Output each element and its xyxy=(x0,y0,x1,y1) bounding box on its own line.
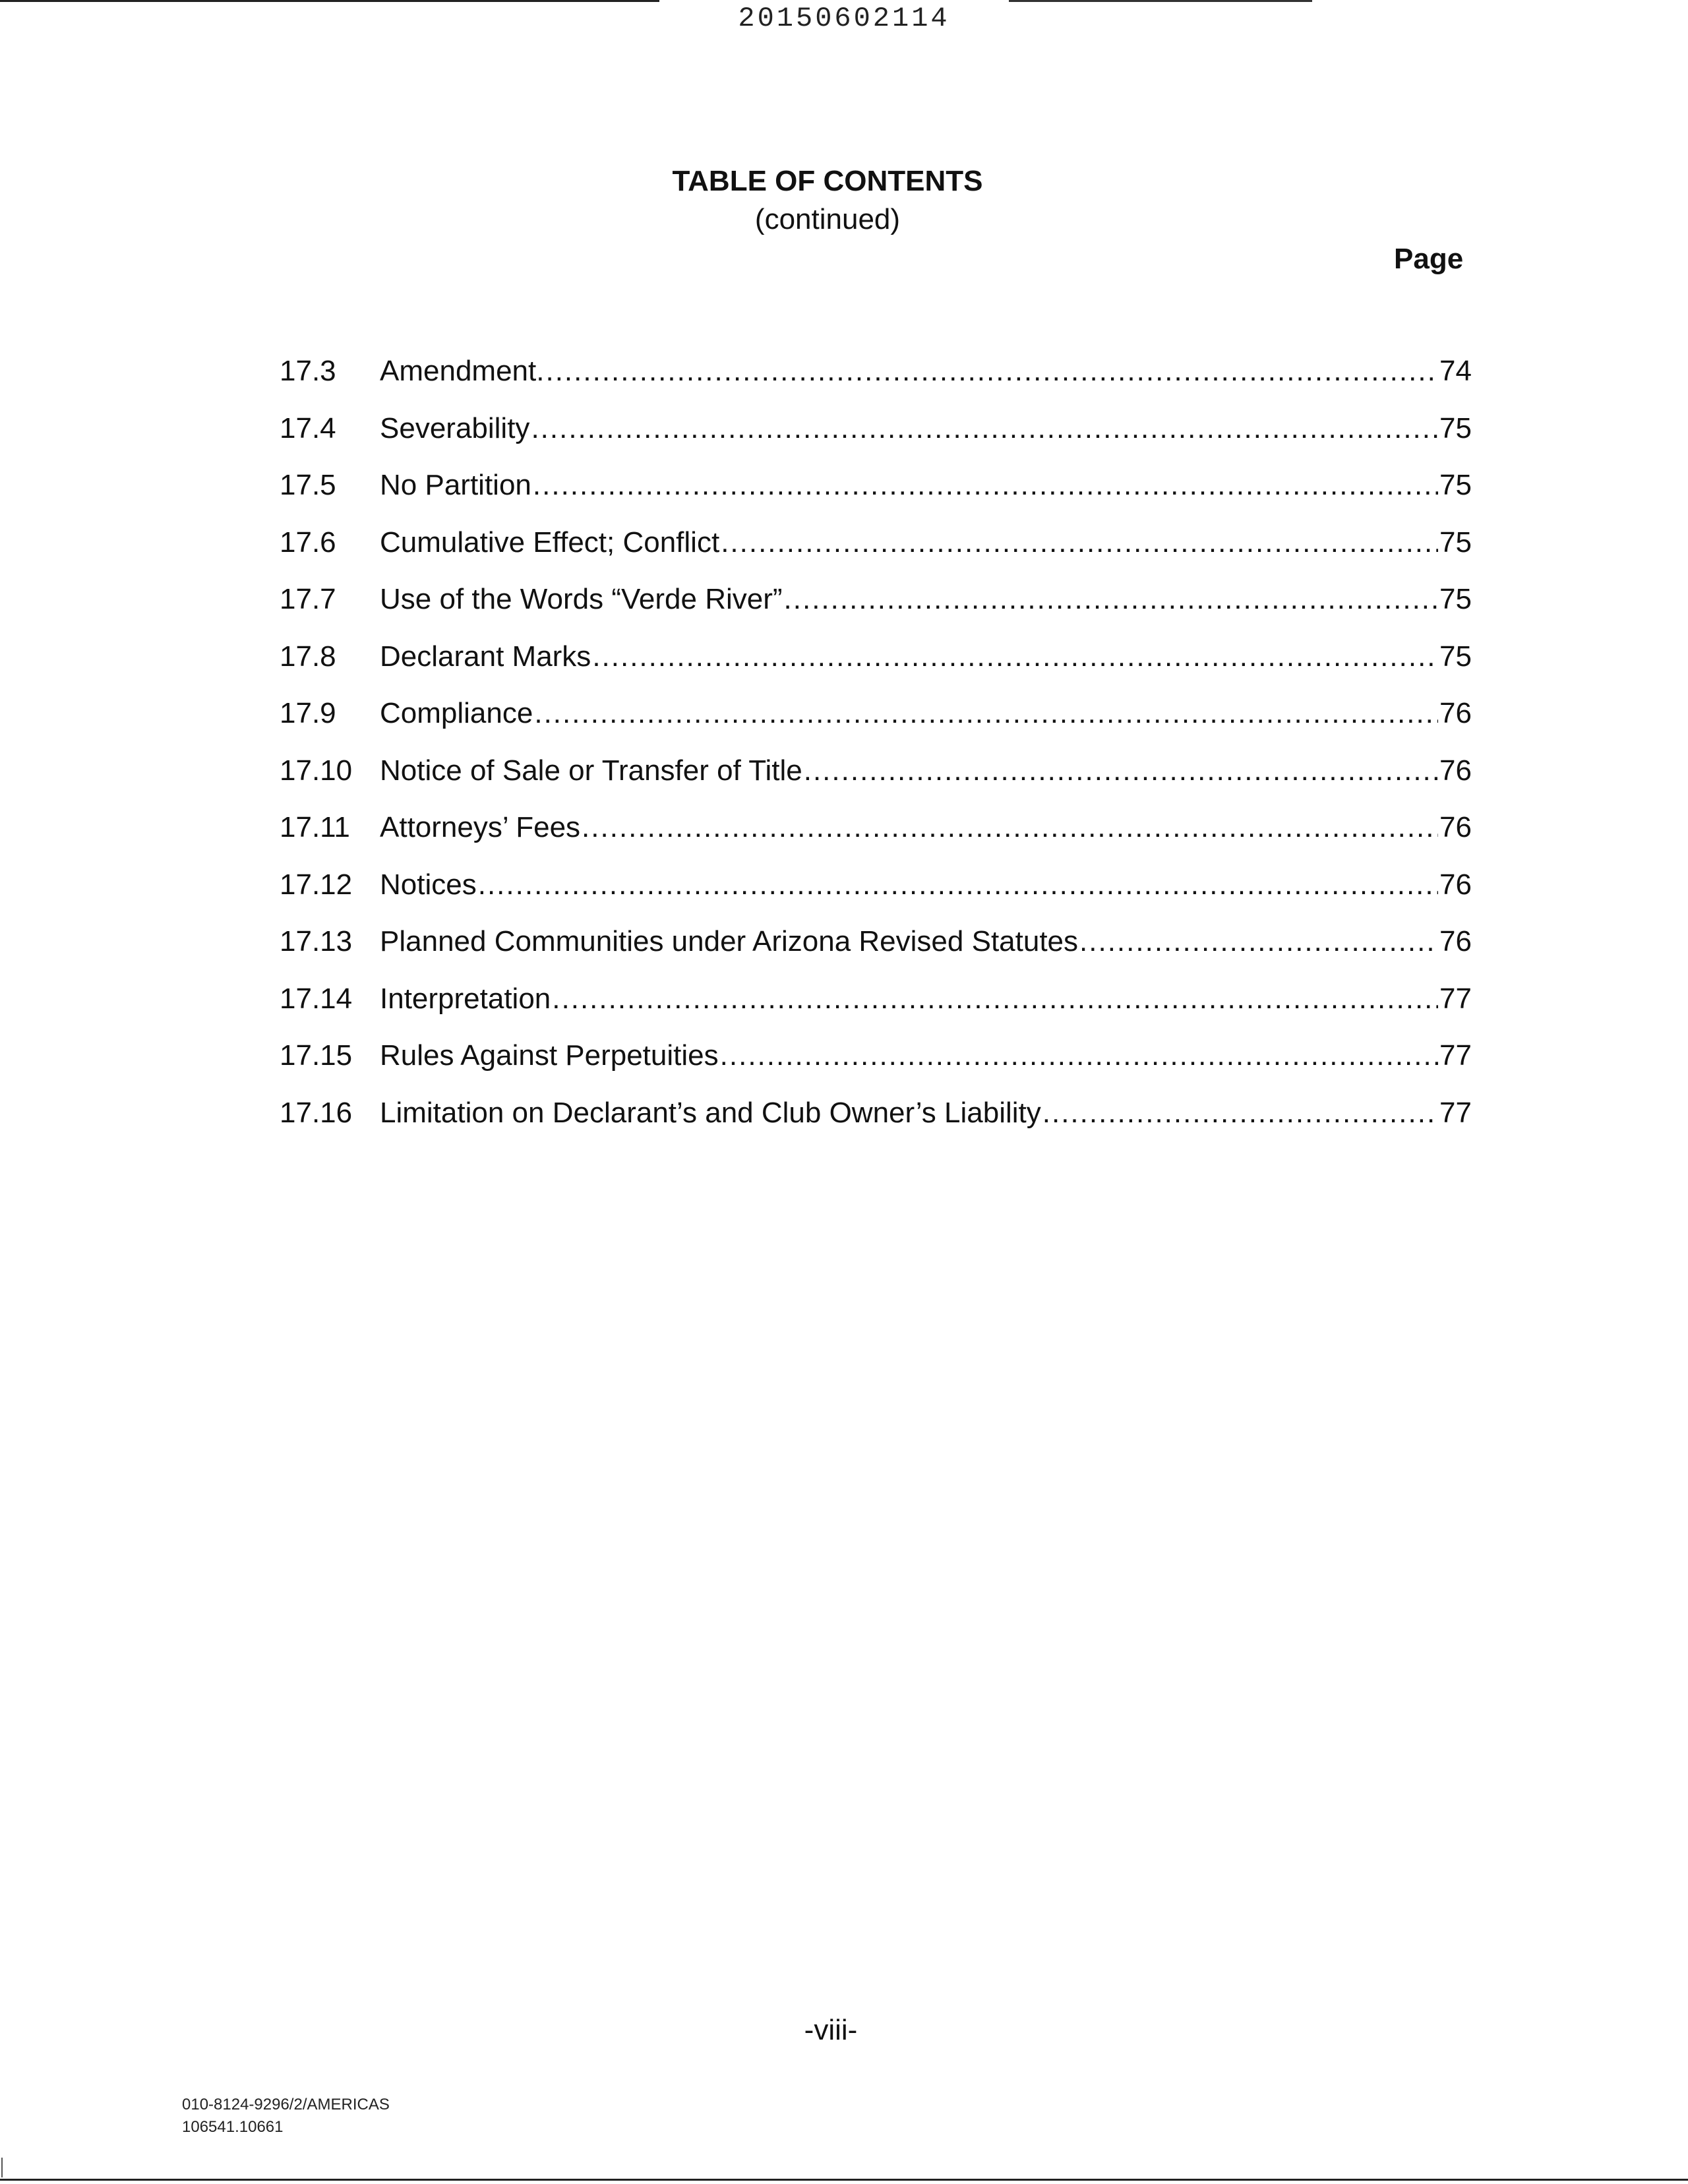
section-title: Notice of Sale or Transfer of Title xyxy=(380,754,802,787)
section-title: Declarant Marks xyxy=(380,640,591,673)
section-number: 17.6 xyxy=(280,526,336,559)
section-number: 17.7 xyxy=(280,583,336,615)
toc-entry[interactable] xyxy=(280,983,1472,1040)
dot-leader xyxy=(804,754,1438,787)
section-title-wrap xyxy=(380,583,1472,616)
section-number: 17.3 xyxy=(280,355,336,387)
dot-leader xyxy=(720,1039,1438,1072)
section-page: 76 xyxy=(1439,697,1472,729)
section-page: 77 xyxy=(1439,1039,1472,1072)
section-page: 75 xyxy=(1439,583,1472,615)
section-title: Planned Communities under Arizona Revised Statutes xyxy=(380,925,1079,957)
section-page: 76 xyxy=(1439,811,1472,843)
toc-list xyxy=(280,355,1472,1153)
page-number: -viii- xyxy=(804,2014,858,2046)
section-title-wrap xyxy=(380,526,1472,559)
section-title-wrap xyxy=(380,640,1472,673)
footer-matter-id: 106541.10661 xyxy=(182,2118,284,2136)
section-page: 75 xyxy=(1439,411,1472,444)
dot-leader xyxy=(545,355,1438,388)
page-column-header: Page xyxy=(1394,243,1464,275)
section-number: 17.12 xyxy=(280,868,353,901)
toc-entry[interactable] xyxy=(280,640,1472,698)
section-number: 17.10 xyxy=(280,754,353,787)
section-title-wrap xyxy=(380,469,1472,502)
section-title: Compliance xyxy=(380,697,533,729)
bottom-border-line xyxy=(0,2179,1688,2181)
section-title: Rules Against Perpetuities xyxy=(380,1039,719,1072)
top-border-line-right xyxy=(1009,0,1312,2)
dot-leader xyxy=(533,469,1438,502)
footer-document-id: 010-8124-9296/2/AMERICAS xyxy=(182,2096,390,2113)
toc-entry[interactable] xyxy=(280,868,1472,926)
scan-edge-mark xyxy=(1,2158,3,2177)
section-title: No Partition xyxy=(380,469,531,501)
section-page: 75 xyxy=(1439,526,1472,559)
section-number: 17.8 xyxy=(280,640,336,673)
section-page: 74 xyxy=(1439,355,1472,387)
dot-leader xyxy=(582,811,1438,844)
dot-leader xyxy=(534,697,1438,730)
section-page: 75 xyxy=(1439,640,1472,673)
section-number: 17.4 xyxy=(280,411,336,444)
toc-entry[interactable] xyxy=(280,355,1472,412)
dot-leader xyxy=(1079,925,1438,958)
toc-entry[interactable] xyxy=(280,526,1472,584)
section-number: 17.9 xyxy=(280,697,336,729)
toc-entry[interactable] xyxy=(280,1039,1472,1097)
section-title-wrap xyxy=(380,925,1472,958)
toc-subheading: (continued) xyxy=(754,203,901,235)
section-title-wrap xyxy=(380,1039,1472,1072)
toc-entry[interactable] xyxy=(280,1097,1472,1154)
section-number: 17.11 xyxy=(280,811,350,843)
section-page: 76 xyxy=(1439,868,1472,901)
section-title-wrap xyxy=(380,697,1472,730)
section-page: 77 xyxy=(1439,982,1472,1015)
section-title-wrap xyxy=(380,754,1472,787)
section-title-wrap xyxy=(380,868,1472,901)
toc-entry[interactable] xyxy=(280,811,1472,868)
section-title-wrap xyxy=(380,811,1472,844)
section-title: Cumulative Effect; Conflict xyxy=(380,526,720,559)
section-title: Interpretation xyxy=(380,982,551,1015)
toc-entry[interactable] xyxy=(280,583,1472,640)
section-page: 76 xyxy=(1439,925,1472,957)
section-number: 17.14 xyxy=(280,982,353,1015)
section-page: 76 xyxy=(1439,754,1472,787)
section-title-wrap xyxy=(380,355,1472,388)
dot-leader xyxy=(721,526,1438,559)
section-number: 17.5 xyxy=(280,469,336,501)
dot-leader xyxy=(531,412,1438,445)
toc-entry[interactable] xyxy=(280,754,1472,812)
section-title: Attorneys’ Fees xyxy=(380,811,581,843)
section-title: Limitation on Declarant’s and Club Owner’s Liability xyxy=(380,1096,1041,1129)
section-title: Use of the Words “Verde River” xyxy=(380,583,783,615)
section-title: Notices xyxy=(380,868,477,901)
section-number: 17.16 xyxy=(280,1096,353,1129)
dot-leader xyxy=(552,983,1438,1016)
section-title-wrap xyxy=(380,983,1472,1016)
section-title-wrap xyxy=(380,412,1472,445)
toc-entry[interactable] xyxy=(280,469,1472,526)
section-page: 77 xyxy=(1439,1096,1472,1129)
section-number: 17.15 xyxy=(280,1039,353,1072)
dot-leader xyxy=(478,868,1438,901)
section-number: 17.13 xyxy=(280,925,353,957)
dot-leader xyxy=(592,640,1438,673)
recording-number: 20150602114 xyxy=(738,3,950,34)
toc-entry[interactable] xyxy=(280,925,1472,983)
dot-leader xyxy=(1042,1097,1438,1130)
dot-leader xyxy=(784,583,1439,616)
toc-entry[interactable] xyxy=(280,697,1472,754)
section-title: Severability xyxy=(380,411,530,444)
section-title-wrap xyxy=(380,1097,1472,1130)
section-title: Amendment. xyxy=(380,355,545,387)
toc-heading: TABLE OF CONTENTS xyxy=(672,165,983,197)
toc-entry[interactable] xyxy=(280,412,1472,470)
top-border-line xyxy=(0,0,659,2)
section-page: 75 xyxy=(1439,469,1472,501)
